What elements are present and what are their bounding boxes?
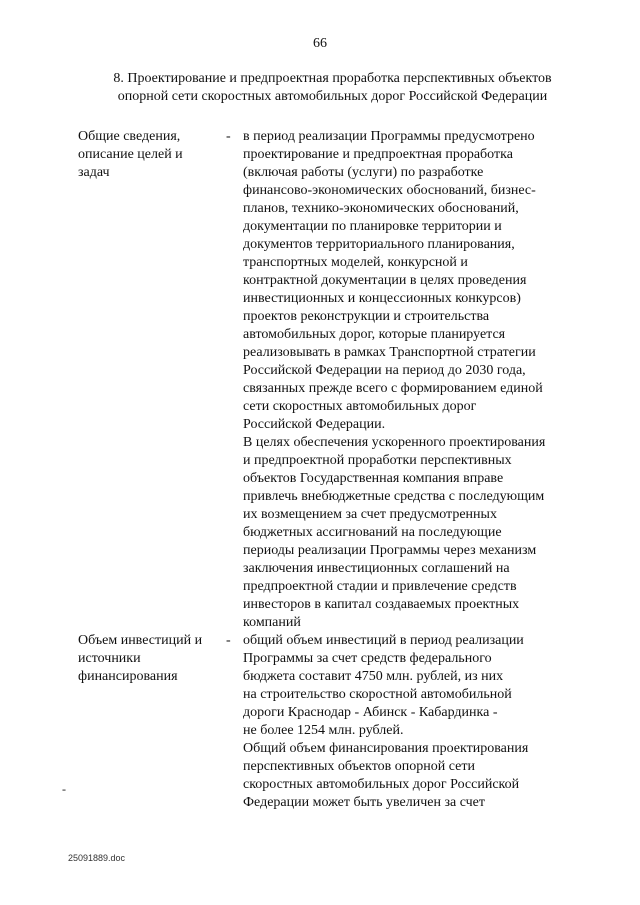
page-number: 66 bbox=[313, 36, 327, 51]
row-dash: - bbox=[226, 129, 231, 144]
row-label-text: Общие сведения, описание целей и задач bbox=[78, 129, 183, 180]
paragraph: В целях обеспечения ускоренного проектирования и предпроектной проработки перспективных объектов Государственная компания вправе привлечь внебюджетные средства с последующим их возмещением за счет предусмотренных бюджетных ассигнований на последующие периоды реализации Программы через механизм заключения инвестиционных соглашений на предпроектной стадии и привлечение средств инвесторов в капитал создаваемых проектных компаний bbox=[243, 435, 546, 630]
row-body bbox=[243, 128, 588, 632]
row-dash: - bbox=[226, 633, 231, 648]
row-label bbox=[78, 632, 218, 686]
paragraph: в период реализации Программы предусмотрено проектирование и предпроектная проработка (включая работы (услуги) по разработке финансово-экономических обоснований, бизнес- планов, технико-экономических обоснований, документации по планировке территории и документов территориального планирования, транспортных моделей, конкурсной и контрактной документации в целях проведения инвестиционных и концессионных конкурсов) проектов реконструкции и строительства автомобильных дорог, которые планируется реализовывать в рамках Транспортной стратегии Российской Федерации на период до 2030 года, связанных прежде всего с формированием единой сети скоростных автомобильных дорог Российской Федерации. bbox=[243, 129, 543, 432]
row-body bbox=[243, 632, 588, 812]
footer-file-name: 25091889.doc bbox=[68, 853, 126, 863]
margin-mark: - bbox=[62, 782, 66, 796]
section-title bbox=[60, 70, 605, 106]
paragraph: общий объем инвестиций в период реализации Программы за счет средств федерального бюджета составит 4750 млн. рублей, из них на строительство скоростной автомобильной дороги Краснодар - Абинск - Кабардинка - не более 1254 млн. рублей. bbox=[243, 633, 524, 738]
paragraph: Общий объем финансирования проектирования перспективных объектов опорной сети скоростных автомобильных дорог Российской Федерации может быть увеличен за счет bbox=[243, 741, 529, 810]
row-label-text: Объем инвестиций и источники финансирования bbox=[78, 633, 203, 684]
row-label bbox=[78, 128, 218, 182]
section-title-text: 8. Проектирование и предпроектная проработка перспективных объектов опорной сети скоростных автомобильных дорог Российской Федерации bbox=[113, 71, 552, 104]
